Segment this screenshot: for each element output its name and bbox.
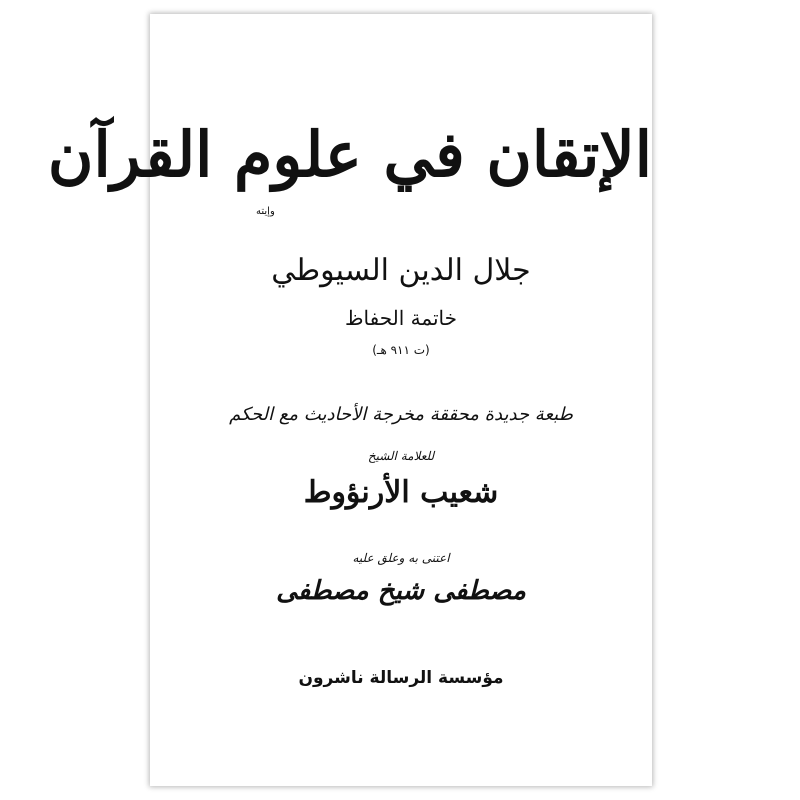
author-death-date: (ت ٩١١ هـ)	[372, 343, 430, 357]
editor-prefix: للعلامة الشيخ	[367, 449, 435, 463]
publisher-name: مؤسسة الرسالة ناشرون	[298, 668, 504, 688]
book-title: الإتقان في علوم القرآن	[47, 118, 652, 191]
annotator-prefix: اعتنى به وعلق عليه	[352, 551, 450, 565]
author-name: جلال الدين السيوطي	[271, 253, 531, 288]
annotator-name: مصطفى شيخ مصطفى	[276, 576, 526, 606]
author-epithet: خاتمة الحفاظ	[345, 306, 457, 330]
book-cover-page	[47, 14, 652, 786]
edition-description: طبعة جديدة محققة مخرجة الأحاديث مع الحكم	[229, 404, 573, 425]
editor-name: شعيب الأرنؤوط	[303, 475, 499, 510]
title-honorific: وإيته	[256, 206, 275, 217]
